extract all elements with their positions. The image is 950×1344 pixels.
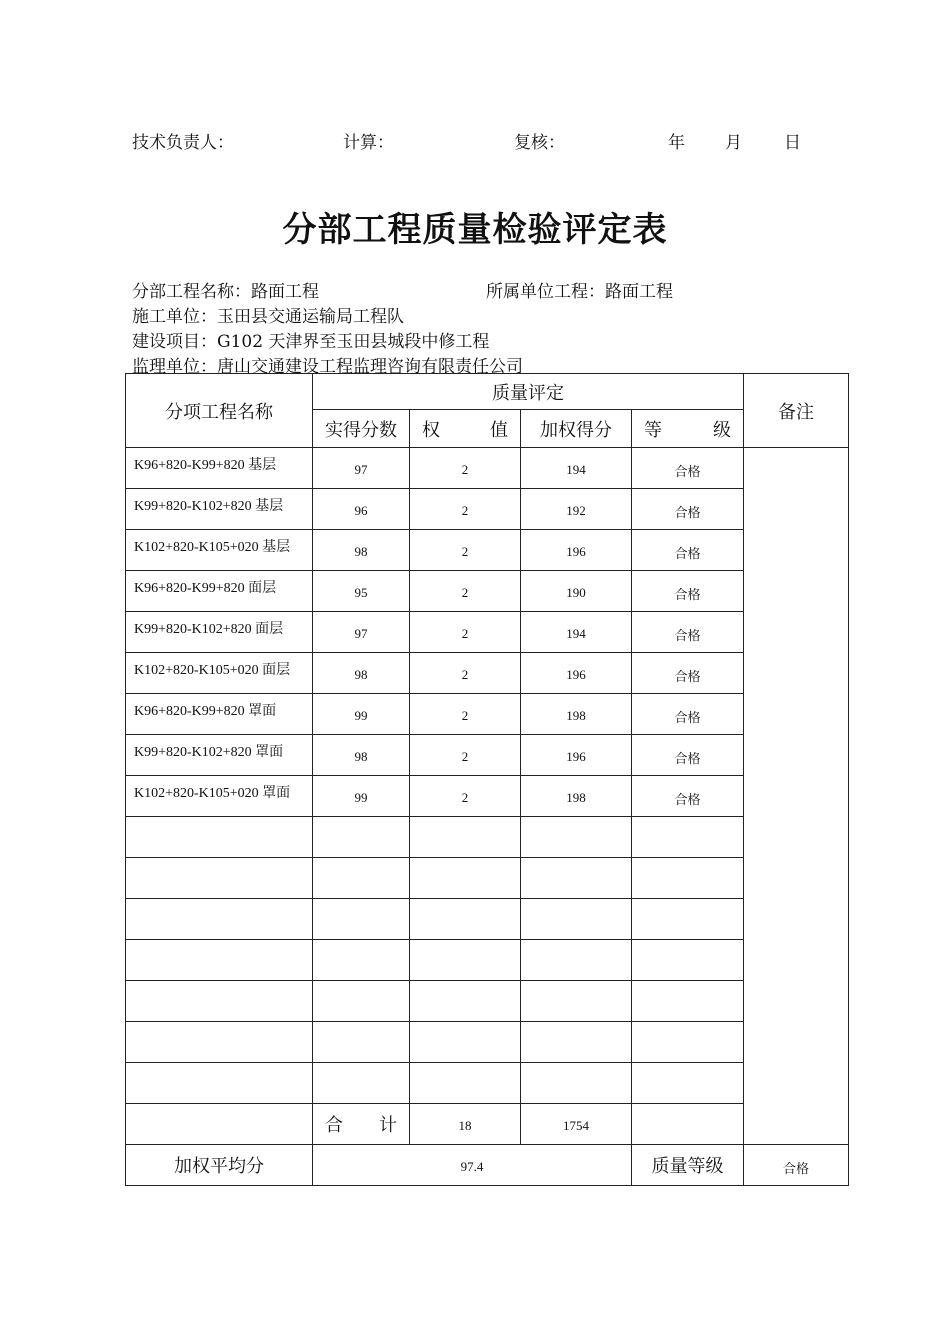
empty-cell [632,981,744,1022]
empty-cell [126,899,313,940]
empty-cell [313,1022,410,1063]
weighted-cell: 194 [521,448,632,489]
weight-cell: 2 [410,448,521,489]
empty-row [126,981,849,1022]
grade-cell: 合格 [632,489,744,530]
constructor: 施工单位：玉田县交通运输局工程队 [132,307,404,327]
grade-cell: 合格 [632,448,744,489]
empty-row [126,899,849,940]
summary-row [126,1145,849,1186]
score-cell: 97 [313,612,410,653]
weighted-average-label: 加权平均分 [126,1145,313,1186]
calculate-label: 计算： [343,133,394,153]
score-cell: 99 [313,694,410,735]
month-label: 月 [725,133,742,153]
construction-project: 建设项目：G102 天津界至玉田县城段中修工程 [132,332,490,352]
table-row [126,612,849,653]
remarks-header: 备注 [744,374,849,448]
remarks-cell [744,448,849,1145]
quality-eval-header: 质量评定 [313,374,744,410]
empty-cell [410,1022,521,1063]
empty-cell [313,817,410,858]
empty-cell [521,817,632,858]
empty-cell [521,899,632,940]
item-name-cell: K102+820-K105+020 基层 [126,530,313,571]
quality-grade-label: 质量等级 [632,1145,744,1186]
item-name-cell: K99+820-K102+820 基层 [126,489,313,530]
grade-cell: 合格 [632,571,744,612]
table-row [126,489,849,530]
score-cell: 95 [313,571,410,612]
weight-header: 权 值 [410,410,521,448]
empty-row [126,858,849,899]
empty-cell [410,899,521,940]
empty-cell [126,940,313,981]
empty-cell [313,1063,410,1104]
table-row [126,530,849,571]
grade-cell: 合格 [632,694,744,735]
weight-cell: 2 [410,530,521,571]
empty-cell [632,940,744,981]
unit-project: 所属单位工程：路面工程 [486,282,673,302]
table-row [126,694,849,735]
actual-score-header: 实得分数 [313,410,410,448]
empty-cell [126,1104,313,1145]
weighted-cell: 196 [521,653,632,694]
day-label: 日 [784,133,801,153]
review-label: 复核： [514,133,565,153]
empty-row [126,817,849,858]
total-weight: 18 [410,1104,521,1145]
grade-cell: 合格 [632,530,744,571]
empty-cell [410,940,521,981]
total-weighted: 1754 [521,1104,632,1145]
empty-cell [126,1022,313,1063]
grade-cell: 合格 [632,653,744,694]
item-name-header: 分项工程名称 [126,374,313,448]
weighted-cell: 196 [521,530,632,571]
item-name-cell: K96+820-K99+820 面层 [126,571,313,612]
empty-row [126,1022,849,1063]
weight-cell: 2 [410,694,521,735]
table-row [126,653,849,694]
score-cell: 99 [313,776,410,817]
supervisor: 监理单位：唐山交通建设工程监理咨询有限责任公司 [132,357,523,377]
empty-cell [410,1063,521,1104]
empty-row [126,1063,849,1104]
grade-cell: 合格 [632,776,744,817]
score-cell: 98 [313,653,410,694]
weight-cell: 2 [410,776,521,817]
table-row [126,735,849,776]
empty-cell [313,899,410,940]
table-row [126,571,849,612]
empty-cell [313,858,410,899]
empty-cell [410,981,521,1022]
item-name-cell: K99+820-K102+820 罩面 [126,735,313,776]
item-name-cell: K102+820-K105+020 罩面 [126,776,313,817]
empty-cell [521,858,632,899]
empty-cell [521,1063,632,1104]
grade-cell: 合格 [632,612,744,653]
total-label: 合 计 [313,1104,410,1145]
empty-cell [521,1022,632,1063]
empty-cell [521,940,632,981]
empty-cell [410,858,521,899]
empty-cell [521,981,632,1022]
empty-cell [313,940,410,981]
grade-header: 等 级 [632,410,744,448]
item-name-cell: K96+820-K99+820 基层 [126,448,313,489]
weight-cell: 2 [410,735,521,776]
weight-cell: 2 [410,571,521,612]
weight-cell: 2 [410,612,521,653]
weighted-cell: 192 [521,489,632,530]
score-cell: 97 [313,448,410,489]
empty-cell [632,899,744,940]
score-cell: 98 [313,530,410,571]
weight-cell: 2 [410,653,521,694]
grade-cell: 合格 [632,735,744,776]
table-row [126,448,849,489]
weighted-cell: 198 [521,694,632,735]
item-name-cell: K99+820-K102+820 面层 [126,612,313,653]
empty-cell [126,1063,313,1104]
empty-cell [313,981,410,1022]
empty-cell [632,817,744,858]
empty-row [126,940,849,981]
division-name: 分部工程名称：路面工程 [132,282,319,302]
weighted-cell: 196 [521,735,632,776]
table-row [126,776,849,817]
year-label: 年 [668,133,685,153]
item-name-cell: K102+820-K105+020 面层 [126,653,313,694]
empty-cell [126,981,313,1022]
empty-cell [632,1104,744,1145]
total-row [126,1104,849,1145]
empty-cell [632,1063,744,1104]
empty-cell [632,858,744,899]
score-cell: 98 [313,735,410,776]
page-title: 分部工程质量检验评定表 [282,210,668,250]
empty-cell [126,817,313,858]
weighted-score-header: 加权得分 [521,410,632,448]
empty-cell [126,858,313,899]
empty-cell [410,817,521,858]
quality-grade-value: 合格 [744,1145,849,1186]
weighted-average-value: 97.4 [313,1145,632,1186]
evaluation-table [125,373,849,1186]
weighted-cell: 194 [521,612,632,653]
item-name-cell: K96+820-K99+820 罩面 [126,694,313,735]
score-cell: 96 [313,489,410,530]
tech-lead-label: 技术负责人： [132,133,234,153]
weighted-cell: 198 [521,776,632,817]
weighted-cell: 190 [521,571,632,612]
weight-cell: 2 [410,489,521,530]
empty-cell [632,1022,744,1063]
